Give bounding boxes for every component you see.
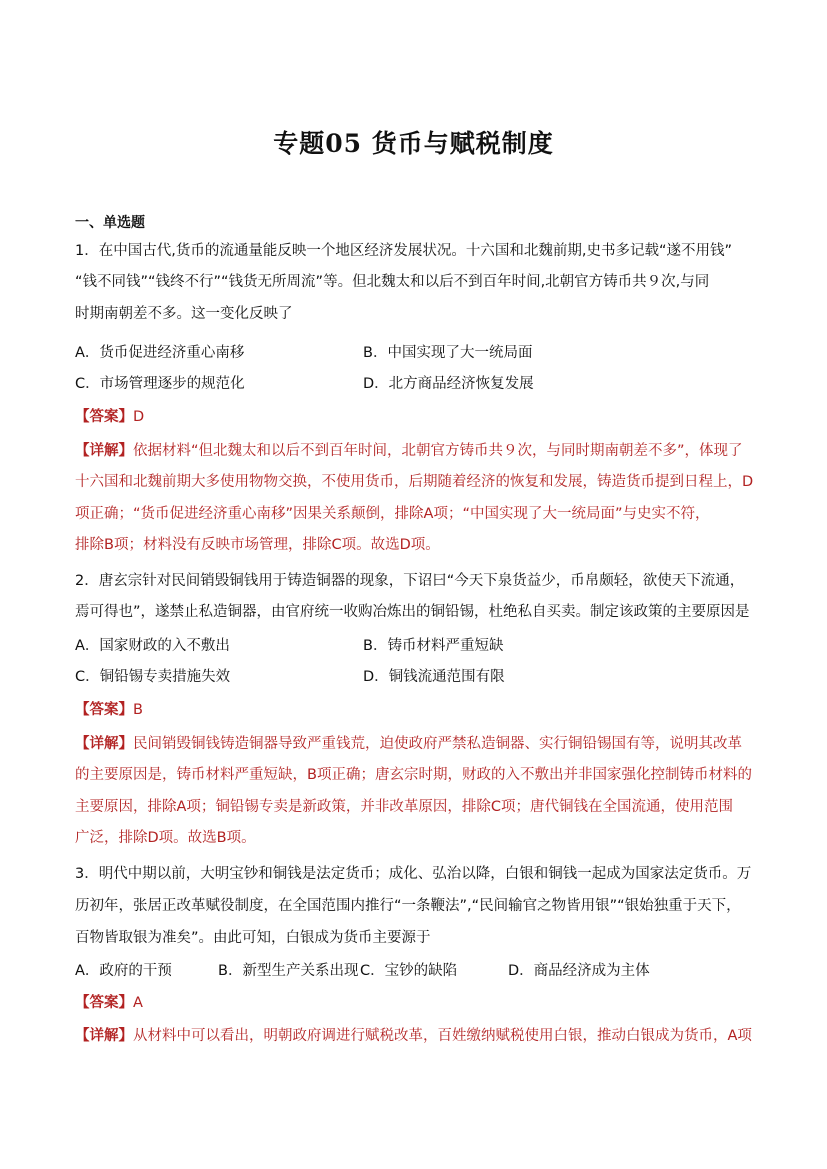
q1-detail-line: 十六国和北魏前期大多使用物物交换，不使用货币，后期随着经济的恢复和发展，铸造货币提到日程上，D	[75, 474, 754, 490]
q1-option-d: D．北方商品经济恢复发展	[363, 376, 534, 392]
page-title: 专题05 货币与赋税制度	[273, 129, 554, 158]
q1-option-c: C．市场管理逐步的规范化	[75, 376, 245, 392]
q2-detail-line: 主要原因，排除A项；铜铅锡专卖是新政策，并非改革原因，排除C项；唐代铜钱在全国流通，使用范围	[75, 799, 734, 815]
q3-stem-line: 百物皆取银为准矣”。由此可知，白银成为货币主要源于	[75, 930, 431, 946]
answer-label: 【答案】	[75, 409, 133, 425]
q3-option-d: D．商品经济成为主体	[508, 963, 650, 979]
answer-value: B	[133, 702, 143, 718]
q3-option-a: A．政府的干预	[75, 963, 172, 979]
answer-value: D	[133, 409, 145, 425]
q1-detail-line: 项正确；“货币促进经济重心南移”因果关系颠倒，排除A项；“中国实现了大一统局面”与史实不符，	[75, 506, 710, 522]
q2-option-c: C．铜铅锡专卖措施失效	[75, 669, 231, 685]
q2-detail-line: 广泛，排除D项。故选B项。	[75, 830, 256, 846]
detail-label: 【详解】	[75, 443, 133, 459]
answer-label: 【答案】	[75, 702, 133, 718]
q2-option-d: D．铜钱流通范围有限	[363, 669, 505, 685]
q2-detail-line: 的主要原因是，铸币材料严重短缺，B项正确；唐玄宗时期，财政的入不敷出并非国家强化控制铸币材料的	[75, 767, 752, 783]
q1-stem-line: 时期南朝差不多。这一变化反映了	[75, 306, 293, 322]
q1-stem-line: 1．在中国古代,货币的流通量能反映一个地区经济发展状况。十六国和北魏前期,史书多记载“遂不用钱”	[75, 243, 732, 259]
q2-detail-line	[75, 734, 765, 754]
section-heading: 一、单选题	[75, 215, 145, 231]
q2-stem-line: 焉可得也”，遂禁止私造铜器，由官府统一收购冶炼出的铜铅锡，杜绝私自买卖。制定该政策的主要原因是	[75, 604, 750, 620]
q1-detail-line: 排除B项；材料没有反映市场管理，排除C项。故选D项。	[75, 537, 440, 553]
q1-option-a: A．货币促进经济重心南移	[75, 345, 245, 361]
q1-detail-text: 依据材料“但北魏太和以后不到百年时间，北朝官方铸币共９次，与同时期南朝差不多”，体现了	[133, 443, 743, 459]
q1-stem-line: “钱不同钱”“钱终不行”“钱货无所周流”等。但北魏太和以后不到百年时间,北朝官方铸币共９次,与同	[75, 274, 710, 290]
answer-value: A	[133, 995, 143, 1011]
q2-option-b: B．铸币材料严重短缺	[363, 638, 504, 654]
q3-stem-line: 3．明代中期以前，大明宝钞和铜钱是法定货币；成化、弘治以降，白银和铜钱一起成为国家法定货币。万	[75, 866, 752, 882]
q3-answer	[75, 993, 765, 1013]
q1-answer	[75, 407, 765, 427]
q3-stem-line: 历初年，张居正改革赋役制度，在全国范围内推行“一条鞭法”,“民间输官之物皆用银”“银始独重于天下，	[75, 898, 741, 914]
q2-answer	[75, 700, 765, 720]
q3-detail-line	[75, 1026, 765, 1046]
q3-option-b: B．新型生产关系出现	[218, 963, 359, 979]
q3-option-c: C．宝钞的缺陷	[360, 963, 458, 979]
q2-option-a: A．国家财政的入不敷出	[75, 638, 230, 654]
q2-stem-line: 2．唐玄宗针对民间销毁铜钱用于铸造铜器的现象，下诏曰“今天下泉货益少，币帛颇轻，欲使天下流通，	[75, 573, 745, 589]
answer-label: 【答案】	[75, 995, 133, 1011]
q1-option-b: B．中国实现了大一统局面	[363, 345, 533, 361]
q3-detail-text: 从材料中可以看出，明朝政府调进行赋税改革，百姓缴纳赋税使用白银，推动白银成为货币，A项	[133, 1028, 752, 1044]
detail-label: 【详解】	[75, 736, 133, 752]
detail-label: 【详解】	[75, 1028, 133, 1044]
q2-detail-text: 民间销毁铜钱铸造铜器导致严重钱荒，迫使政府严禁私造铜器、实行铜铅锡国有等，说明其改革	[133, 736, 742, 752]
q1-detail-line	[75, 441, 765, 461]
